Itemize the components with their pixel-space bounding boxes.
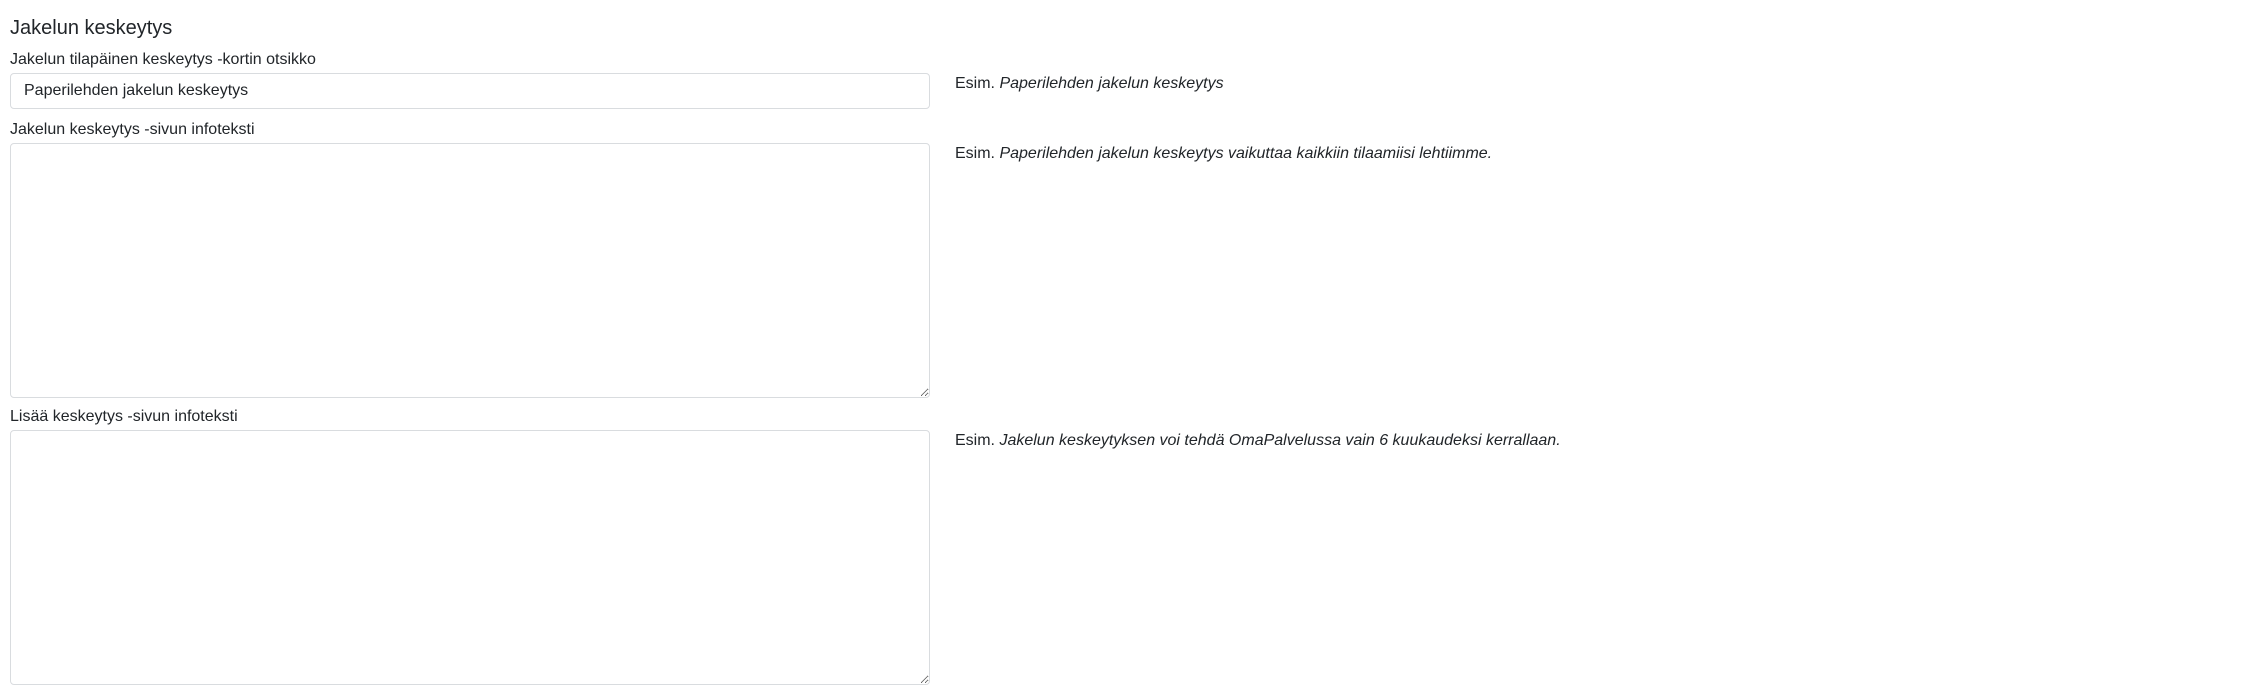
add-pause-info-textarea[interactable] (10, 430, 930, 685)
add-pause-info-hint (955, 431, 1561, 451)
add-pause-info-hint-example: Jakelun keskeytyksen voi tehdä OmaPalvelussa vain 6 kuukaudeksi kerrallaan. (999, 432, 1561, 449)
add-pause-info-label: Lisää keskeytys -sivun infoteksti (10, 408, 238, 425)
card-title-hint-example: Paperilehden jakelun keskeytys (999, 75, 1224, 92)
section-title: Jakelun keskeytys (10, 17, 173, 39)
add-pause-info-hint-prefix: Esim. (955, 432, 995, 449)
card-title-hint-prefix: Esim. (955, 75, 995, 92)
card-title-hint (955, 74, 1224, 94)
pause-page-info-textarea[interactable] (10, 143, 930, 398)
card-title-input[interactable] (10, 73, 930, 109)
pause-page-info-label: Jakelun keskeytys -sivun infoteksti (10, 121, 255, 138)
pause-page-info-hint-example: Paperilehden jakelun keskeytys vaikuttaa kaikkiin tilaamiisi lehtiimme. (999, 145, 1493, 162)
card-title-label: Jakelun tilapäinen keskeytys -kortin otsikko (10, 51, 316, 68)
pause-page-info-hint (955, 144, 1492, 164)
pause-page-info-hint-prefix: Esim. (955, 145, 995, 162)
